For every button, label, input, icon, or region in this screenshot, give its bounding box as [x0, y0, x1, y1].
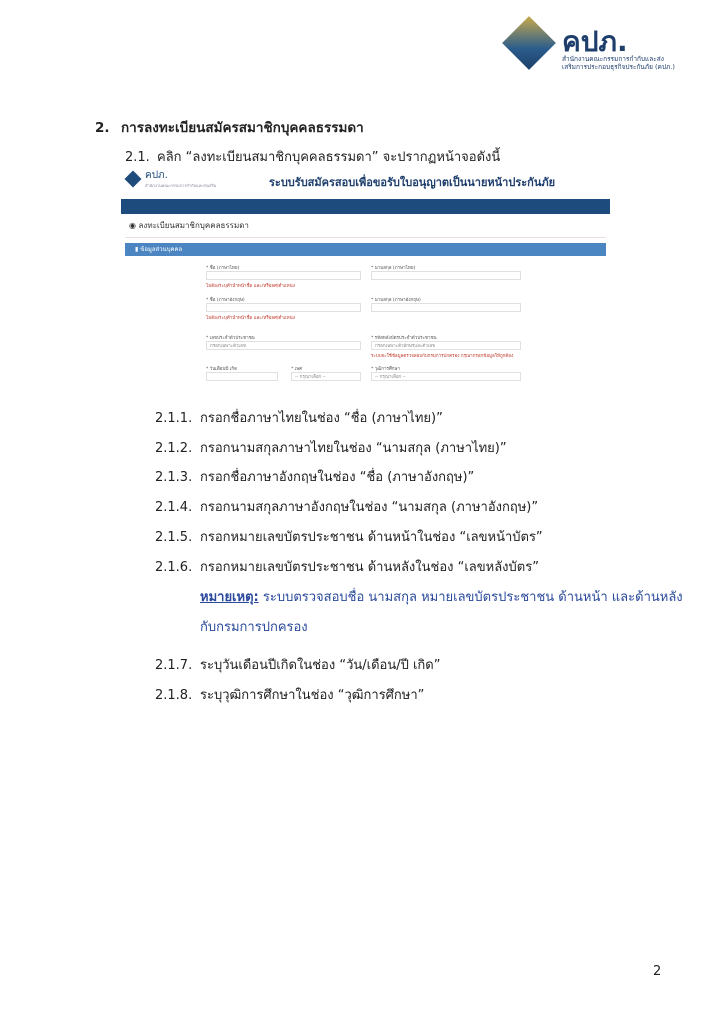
note-line-2: กับกรมการปกครอง	[200, 620, 308, 635]
education-select[interactable]: -- กรุณาเลือก --	[371, 372, 521, 381]
item-text: กรอกนามสกุลภาษาอังกฤษในช่อง “นามสกุล (ภาษาอังกฤษ)”	[200, 500, 539, 515]
section-title: การลงทะเบียนสมัครสมาชิกบุคคลธรรมดา	[121, 120, 364, 136]
oic-logo	[506, 18, 676, 78]
label-gender: * เพศ	[291, 367, 303, 372]
label-id-back: * รหัสหลังบัตรประจำตัวประชาชน	[371, 336, 437, 341]
last-en-input[interactable]	[371, 303, 521, 312]
system-title: ระบบรับสมัครสอบเพื่อขอรับใบอนุญาตเป็นนายหน้าประกันภัย	[269, 176, 556, 189]
note-line-1: ระบบตรวจสอบชื่อ นามสกุล หมายเลขบัตรประชาชน ด้านหน้า และด้านหลัง	[258, 590, 683, 605]
label-first-en: * ชื่อ (ภาษาอังกฤษ)	[206, 298, 245, 303]
id-back-input[interactable]: กรอกเฉพาะตัวอักษรและตัวเลข	[371, 341, 521, 350]
list-item	[155, 684, 424, 705]
label-last-th: * นามสกุล (ภาษาไทย)	[371, 266, 416, 271]
first-th-input[interactable]	[206, 271, 361, 280]
label-id-front: * เลขประจำตัวประชาชน	[206, 336, 255, 341]
item-number: 2.1.6.	[155, 560, 193, 575]
register-heading	[129, 219, 249, 232]
item-text: กรอกชื่อภาษาอังกฤษในช่อง “ชื่อ (ภาษาอังกฤษ)”	[200, 470, 475, 485]
list-item	[155, 654, 440, 675]
list-item	[155, 466, 474, 487]
panel-title: ข้อมูลส่วนบุคคล	[140, 246, 183, 253]
step-2-1	[125, 146, 500, 167]
item-text: กรอกนามสกุลภาษาไทยในช่อง “นามสกุล (ภาษาไทย)”	[200, 441, 507, 456]
divider	[125, 237, 606, 238]
list-item	[155, 437, 507, 458]
gender-select[interactable]: -- กรุณาเลือก --	[291, 372, 361, 381]
user-circle-icon: ◉	[129, 221, 139, 230]
item-number: 2.1.4.	[155, 500, 193, 515]
hint-id-back: ระบบจะใช้ข้อมูลตรวจสอบกับกรมการปกครอง กรุณากรอกข้อมูลให้ถูกต้อง	[371, 354, 514, 359]
list-item	[155, 407, 443, 428]
registration-screenshot	[121, 165, 610, 390]
item-number: 2.1.8.	[155, 688, 193, 703]
logo-emblem-icon	[502, 16, 556, 70]
section-heading	[95, 116, 364, 138]
item-number: 2.1.7.	[155, 658, 193, 673]
list-item	[155, 526, 543, 547]
item-number: 2.1.3.	[155, 470, 193, 485]
item-text: กรอกหมายเลขบัตรประชาชน ด้านหน้าในช่อง “เลขหน้าบัตร”	[200, 530, 543, 545]
screenshot-header	[121, 165, 610, 197]
item-text: ระบุวุฒิการศึกษาในช่อง “วุฒิการศึกษา”	[200, 688, 425, 703]
page-number: 2	[653, 964, 662, 979]
note-label: หมายเหตุ:	[200, 590, 259, 605]
mini-brand: คปภ.	[145, 170, 168, 181]
mini-subtitle: สำนักงานคณะกรรมการกำกับและส่งเสริม	[145, 183, 217, 188]
item-text: กรอกหมายเลขบัตรประชาชน ด้านหลังในช่อง “เลขหลังบัตร”	[200, 560, 539, 575]
nav-bar	[121, 199, 610, 214]
register-heading-text: ลงทะเบียนสมาชิกบุคคลธรรมดา	[138, 221, 249, 230]
personal-info-panel	[125, 243, 606, 256]
step-number: 2.1.	[125, 150, 150, 165]
item-text: กรอกชื่อภาษาไทยในช่อง “ชื่อ (ภาษาไทย)”	[200, 411, 443, 426]
hint-name-th: ไม่ต้องระบุคำนำหน้าชื่อ และ/หรือยศ/ตำแหน่ง	[206, 284, 295, 289]
section-number: 2.	[95, 120, 110, 136]
item-number: 2.1.1.	[155, 411, 193, 426]
logo-brand: คปภ.	[562, 25, 628, 58]
list-item	[155, 556, 539, 577]
item-text: ระบุวันเดือนปีเกิดในช่อง “วัน/เดือน/ปี เกิด”	[200, 658, 441, 673]
dob-input[interactable]	[206, 372, 278, 381]
logo-subtitle: สำนักงานคณะกรรมการกำกับและส่งเสริมการประกอบธุรกิจประกันภัย (คปภ.)	[562, 55, 675, 71]
mini-logo-icon	[125, 171, 142, 188]
step-text: คลิก “ลงทะเบียนสมาชิกบุคคลธรรมดา” จะปรากฏหน้าจอดังนี้	[157, 150, 501, 165]
first-en-input[interactable]	[206, 303, 361, 312]
hint-name-en: ไม่ต้องระบุคำนำหน้าชื่อ และ/หรือยศ/ตำแหน่ง	[206, 316, 295, 321]
document-icon: ▮	[135, 246, 141, 253]
label-education: * วุฒิการศึกษา	[371, 367, 401, 372]
item-number: 2.1.2.	[155, 441, 193, 456]
id-front-input[interactable]: กรอกเฉพาะตัวเลข	[206, 341, 361, 350]
label-last-en: * นามสกุล (ภาษาอังกฤษ)	[371, 298, 421, 303]
note	[200, 586, 683, 607]
label-first-th: * ชื่อ (ภาษาไทย)	[206, 266, 240, 271]
label-dob: * วันเดือนปี เกิด	[206, 367, 237, 372]
item-number: 2.1.5.	[155, 530, 193, 545]
last-th-input[interactable]	[371, 271, 521, 280]
list-item	[155, 496, 538, 517]
